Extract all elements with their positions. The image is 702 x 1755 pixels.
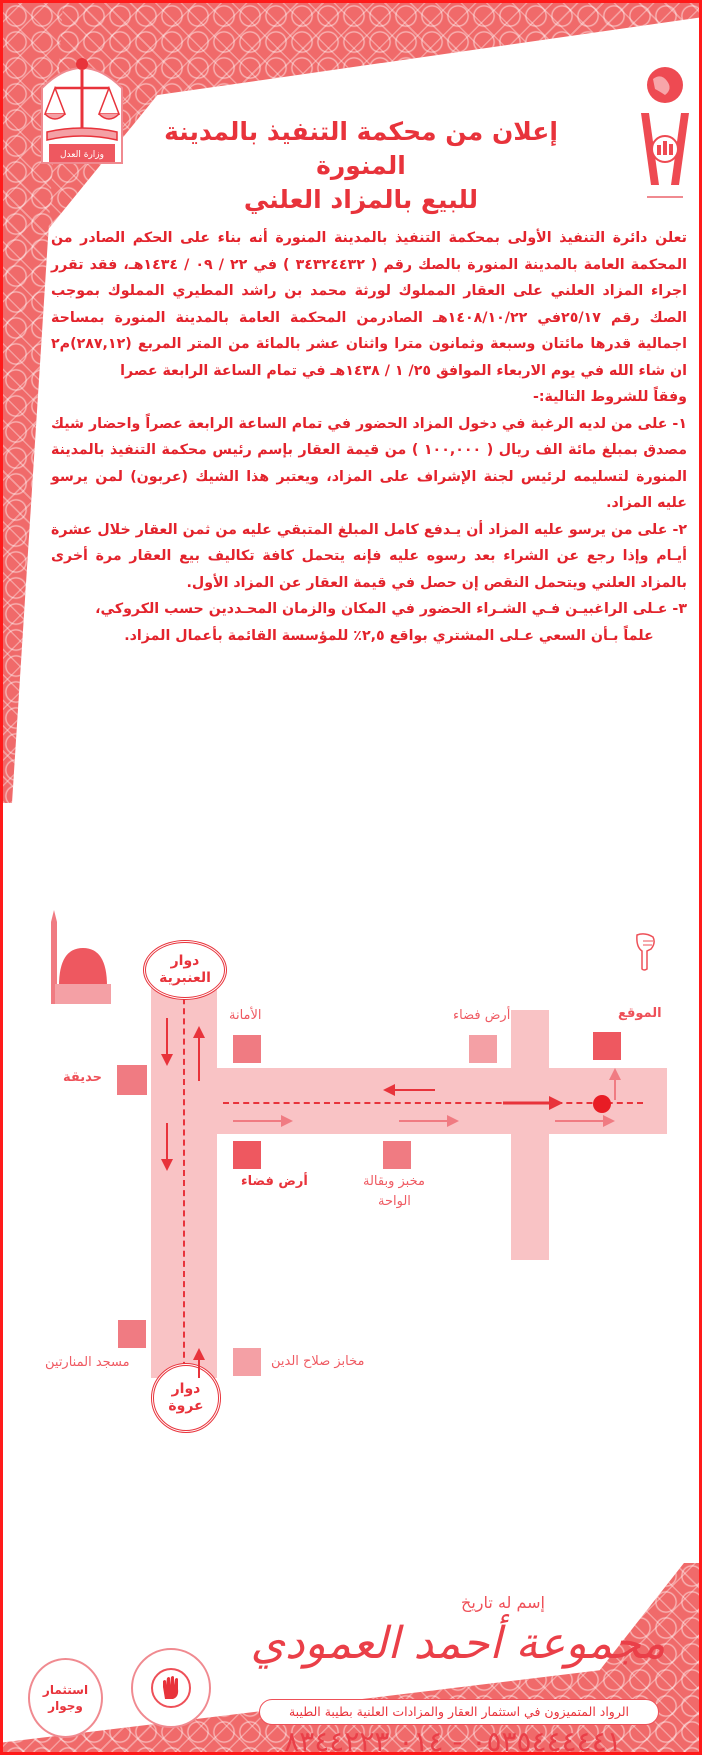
cross-road — [511, 1010, 549, 1260]
terms-heading: وفقاً للشروط التالية:- — [532, 389, 687, 405]
roundabout-anbariyah: دوار العنبرية — [143, 940, 227, 1000]
condition-2: ٢- على من يرسو عليه المزاد أن يـدفع كامل المبلغ المتبقي عليه من ثمن العقار خلال عشرة أيـام وإذا رجع عن الشراء بعد رسوه عليه فإنه يتحمل كافة تكاليف بيع العقار مرة أخرى بالمزاد العلني ويتحمل النقص إن حصل في قيمة العقار عن المزاد الأول. — [51, 521, 687, 591]
road-centerline-h — [223, 1102, 643, 1104]
globe-logo-icon — [637, 65, 691, 205]
block-bakery-grocery — [383, 1141, 411, 1169]
label-empty-land-bottom: أرض فضاء — [241, 1174, 308, 1189]
label-bakeries: مخابز صلاح الدين — [271, 1354, 365, 1369]
label-bakery-grocery-2: الواحة — [378, 1194, 411, 1209]
scales-of-justice-icon — [37, 48, 127, 168]
arrow-up-icon — [193, 1026, 205, 1081]
pointing-hand-icon — [633, 933, 657, 971]
arrow-up-icon — [193, 1348, 205, 1378]
block-amana — [233, 1035, 261, 1063]
label-mosque: مسجد المنارتين — [45, 1355, 130, 1370]
ministry-of-justice-logo — [37, 48, 127, 168]
condition-3: ٣- عـلى الراغبيـن فـي الشـراء الحضور في المكان والزمان المحـددين حسب الكروكي، — [95, 601, 687, 617]
condition-3-note: علماً بـأن السعي عـلى المشتري بواقع ٢,٥٪ للمؤسسة القائمة بأعمال المزاد. — [124, 627, 654, 644]
arrow-up-icon — [609, 1068, 621, 1100]
block-mosque — [118, 1320, 146, 1348]
arrow-down-icon — [161, 1018, 173, 1066]
location-map — [33, 908, 683, 1414]
block-empty-land-top — [469, 1035, 497, 1063]
announcement-body — [51, 225, 687, 649]
hand-stop-icon — [151, 1668, 191, 1708]
label-location: الموقع — [618, 1006, 662, 1021]
waseet-seal — [131, 1648, 211, 1728]
location-pin-icon — [593, 1095, 611, 1113]
mosque-dome-icon — [41, 908, 111, 1008]
label-bakery-grocery: مخبز وبقالة — [363, 1174, 425, 1189]
label-garden: حديقة — [63, 1070, 102, 1085]
title-line-1: إعلان من محكمة التنفيذ بالمدينة المنورة — [164, 117, 558, 180]
title-line-2: للبيع بالمزاد العلني — [243, 185, 479, 214]
label-empty-land-top: أرض فضاء — [453, 1008, 511, 1023]
arrow-left-icon — [383, 1084, 435, 1096]
arrow-right-icon — [233, 1115, 293, 1127]
block-empty-land-bottom — [233, 1141, 261, 1169]
block-garden — [117, 1065, 147, 1095]
investment-seal: استثمار وجوار — [28, 1658, 103, 1738]
phone-numbers: ٠٥٣٥٤٤٤٤٤١ - ٠١٤ ٨٣٤٤٢٢٣ — [284, 1725, 622, 1755]
svg-text:وزارة العدل: وزارة العدل — [60, 150, 104, 160]
condition-1: ١- على من لديه الرغبة في دخول المزاد الحضور في تمام الساعة الرابعة عصراً واحضار شيك مصدق بمبلغ مائة الف ريال ( ١٠٠,٠٠٠ ) من قيمة العقار بإسم رئيس محكمة التنفيذ بالمدينة المنورة لتسليمه لرئيس لجنة الإشراف على المزاد، ويعتبر هذا الشيك (عربون) لمن يرسو عليه المزاد. — [51, 415, 688, 511]
announcement-paragraph: تعلن دائرة التنفيذ الأولى بمحكمة التنفيذ بالمدينة المنورة أنه بناء على الحكم الصادر من المحكمة العامة بالمدينة المنورة بالصك رقم ( ٣٤٣٢٤٤٣٢ ) في ٢٢ / ٠٩ / ١٤٣٤هـ، فقد تقرر اجراء المزاد العلني على العقار المملوك لورثة محمد بن راشد المطيري المملوك بموجب الصك رقم ٢٥/١٧في ١٤٠٨/١٠/٢٢هـ الصادرمن المحكمة العامة بالمدينة المنورة بمساحة اجمالية قدرها مائتان وسبعة وثمانون مترا واثنان عشر بالمائة من المتر المربع (٢٨٧,١٢)م٢ ان شاء الله في يوم الاربعاء الموافق ٢٥/ ١ / ١٤٣٨هـ في تمام الساعة الرابعة عصرا — [51, 230, 688, 379]
arrow-down-icon — [161, 1123, 173, 1173]
roundabout-urwah: دوار عروة — [151, 1363, 221, 1433]
group-logo — [637, 65, 691, 205]
arrow-right-icon — [503, 1096, 563, 1110]
tagline: الرواد المتميزون في استثمار العقار والمزادات العلنية بطيبة الطيبة — [259, 1699, 659, 1725]
road-centerline — [183, 978, 185, 1378]
slogan: إسم له تاريخ — [461, 1593, 545, 1612]
label-amana: الأمانة — [229, 1008, 262, 1023]
block-bakeries — [233, 1348, 261, 1376]
arrow-right-icon — [555, 1115, 615, 1127]
brand-name: مجموعة أحمد العمودي — [250, 1618, 666, 1669]
arrow-right-icon — [399, 1115, 459, 1127]
page-title — [141, 115, 581, 217]
block-location — [593, 1032, 621, 1060]
